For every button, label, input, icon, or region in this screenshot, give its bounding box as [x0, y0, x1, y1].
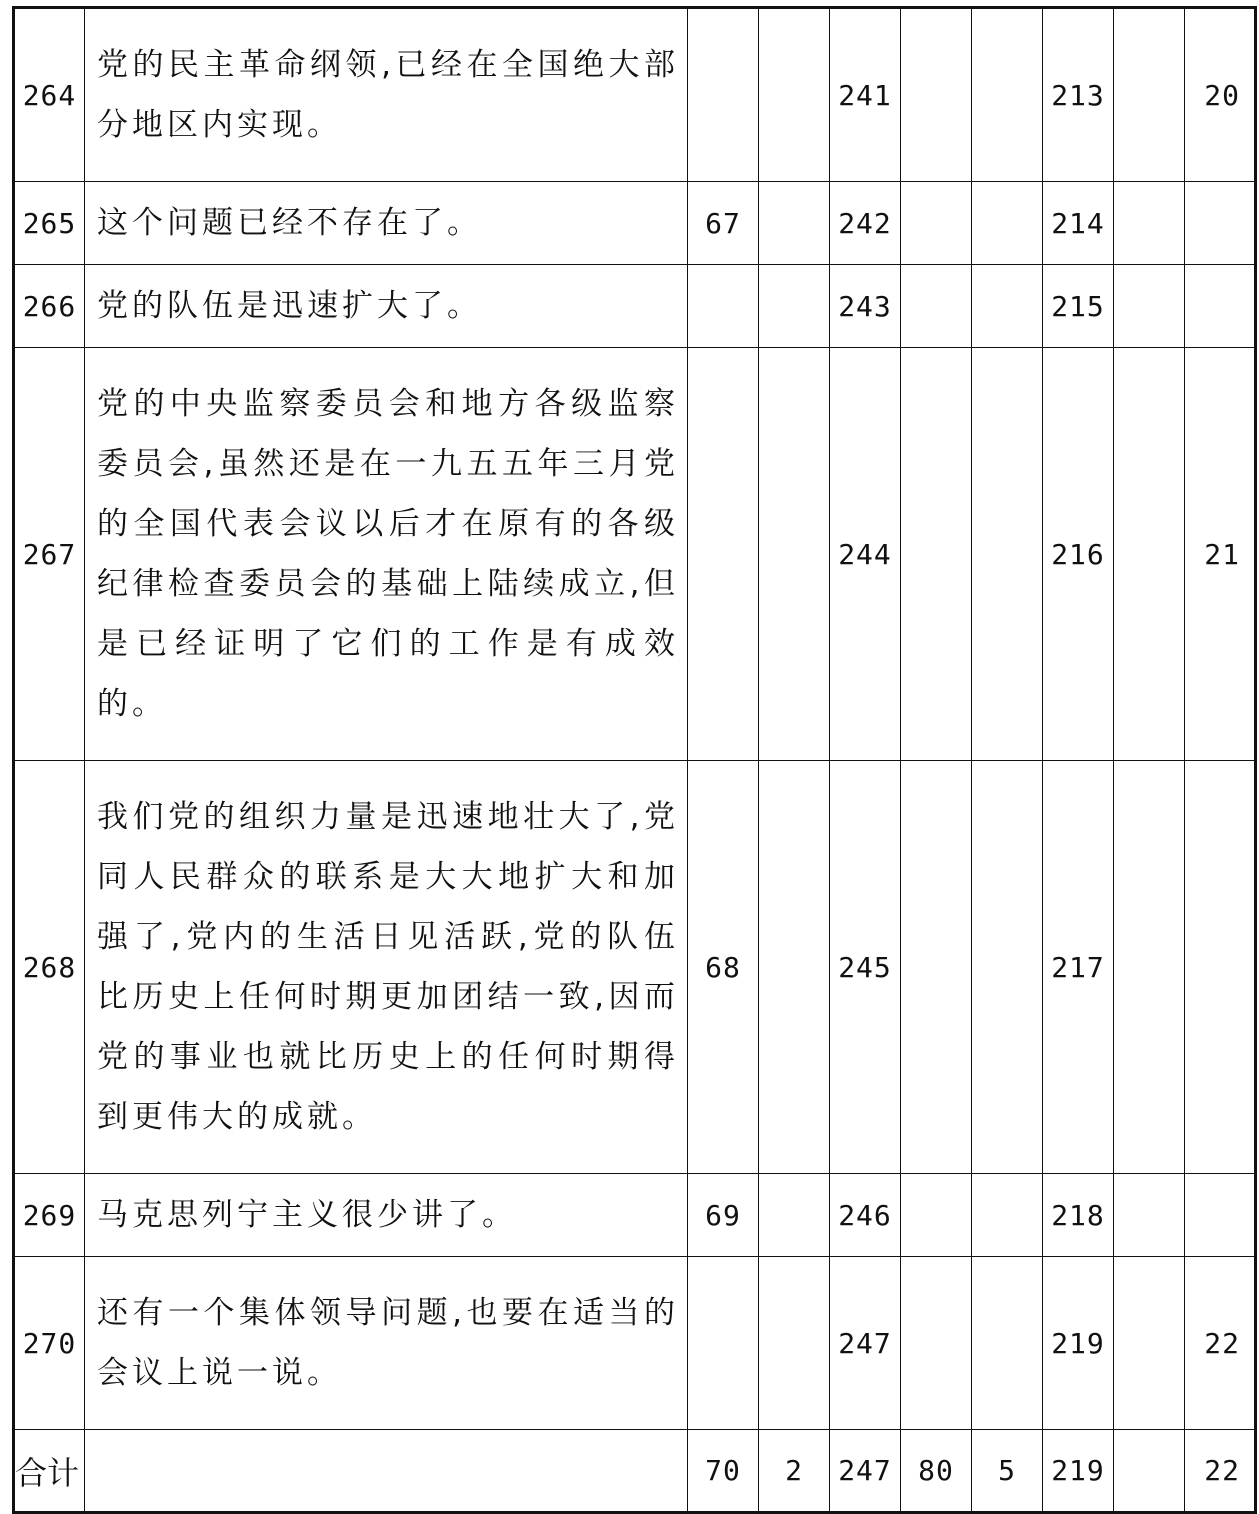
table-row	[14, 265, 1256, 348]
col-4-cell	[901, 8, 972, 182]
col-2-cell	[759, 1257, 830, 1430]
col-1-cell	[688, 8, 759, 182]
col-4-cell	[901, 265, 972, 348]
col-6-cell: 215	[1043, 265, 1114, 348]
row-index: 264	[14, 8, 85, 182]
total-col-3: 247	[830, 1430, 901, 1513]
col-4-cell	[901, 182, 972, 265]
col-4-cell	[901, 348, 972, 761]
col-1-cell	[688, 1257, 759, 1430]
table-row	[14, 182, 1256, 265]
col-2-cell	[759, 1174, 830, 1257]
total-col-6: 219	[1043, 1430, 1114, 1513]
col-8-cell: 21	[1185, 348, 1256, 761]
table-row	[14, 761, 1256, 1174]
col-3-cell: 247	[830, 1257, 901, 1430]
table-row	[14, 348, 1256, 761]
total-col-8: 22	[1185, 1430, 1256, 1513]
statistics-table	[12, 6, 1257, 1514]
row-index: 269	[14, 1174, 85, 1257]
col-5-cell	[972, 8, 1043, 182]
row-text: 还有一个集体领导问题,也要在适当的会议上说一说。	[85, 1257, 688, 1430]
total-label: 合计	[14, 1430, 85, 1513]
table-row	[14, 1257, 1256, 1430]
row-text: 党的队伍是迅速扩大了。	[85, 265, 688, 348]
col-4-cell	[901, 1174, 972, 1257]
col-3-cell: 242	[830, 182, 901, 265]
total-col-5: 5	[972, 1430, 1043, 1513]
col-3-cell: 245	[830, 761, 901, 1174]
row-text: 党的民主革命纲领,已经在全国绝大部分地区内实现。	[85, 8, 688, 182]
row-text: 我们党的组织力量是迅速地壮大了,党同人民群众的联系是大大地扩大和加强了,党内的生活日见活跃,党的队伍比历史上任何时期更加团结一致,因而党的事业也就比历史上的任何时期得到更伟大的成就。	[85, 761, 688, 1174]
col-7-cell	[1114, 265, 1185, 348]
col-8-cell	[1185, 265, 1256, 348]
table-row	[14, 1174, 1256, 1257]
col-7-cell	[1114, 8, 1185, 182]
col-3-cell: 246	[830, 1174, 901, 1257]
col-6-cell: 219	[1043, 1257, 1114, 1430]
col-7-cell	[1114, 348, 1185, 761]
row-index: 265	[14, 182, 85, 265]
total-col-7	[1114, 1430, 1185, 1513]
col-1-cell	[688, 348, 759, 761]
col-3-cell: 244	[830, 348, 901, 761]
col-1-cell	[688, 265, 759, 348]
col-5-cell	[972, 348, 1043, 761]
col-2-cell	[759, 8, 830, 182]
col-8-cell	[1185, 1174, 1256, 1257]
col-5-cell	[972, 1174, 1043, 1257]
col-4-cell	[901, 1257, 972, 1430]
col-2-cell	[759, 348, 830, 761]
row-index: 270	[14, 1257, 85, 1430]
col-7-cell	[1114, 1174, 1185, 1257]
row-index: 268	[14, 761, 85, 1174]
col-6-cell: 217	[1043, 761, 1114, 1174]
col-2-cell	[759, 761, 830, 1174]
col-5-cell	[972, 265, 1043, 348]
col-2-cell	[759, 182, 830, 265]
col-2-cell	[759, 265, 830, 348]
col-8-cell	[1185, 182, 1256, 265]
col-8-cell	[1185, 761, 1256, 1174]
row-text: 这个问题已经不存在了。	[85, 182, 688, 265]
total-col-2: 2	[759, 1430, 830, 1513]
total-row	[14, 1430, 1256, 1513]
total-text	[85, 1430, 688, 1513]
col-7-cell	[1114, 1257, 1185, 1430]
col-5-cell	[972, 1257, 1043, 1430]
total-col-1: 70	[688, 1430, 759, 1513]
table-row	[14, 8, 1256, 182]
col-6-cell: 216	[1043, 348, 1114, 761]
col-6-cell: 218	[1043, 1174, 1114, 1257]
col-6-cell: 214	[1043, 182, 1114, 265]
col-1-cell: 69	[688, 1174, 759, 1257]
col-1-cell: 68	[688, 761, 759, 1174]
col-8-cell: 22	[1185, 1257, 1256, 1430]
col-8-cell: 20	[1185, 8, 1256, 182]
col-3-cell: 241	[830, 8, 901, 182]
col-3-cell: 243	[830, 265, 901, 348]
row-text: 马克思列宁主义很少讲了。	[85, 1174, 688, 1257]
row-index: 266	[14, 265, 85, 348]
row-index: 267	[14, 348, 85, 761]
col-7-cell	[1114, 182, 1185, 265]
row-text: 党的中央监察委员会和地方各级监察委员会,虽然还是在一九五五年三月党的全国代表会议以后才在原有的各级纪律检查委员会的基础上陆续成立,但是已经证明了它们的工作是有成效的。	[85, 348, 688, 761]
col-5-cell	[972, 761, 1043, 1174]
col-5-cell	[972, 182, 1043, 265]
total-col-4: 80	[901, 1430, 972, 1513]
col-7-cell	[1114, 761, 1185, 1174]
col-4-cell	[901, 761, 972, 1174]
col-1-cell: 67	[688, 182, 759, 265]
col-6-cell: 213	[1043, 8, 1114, 182]
